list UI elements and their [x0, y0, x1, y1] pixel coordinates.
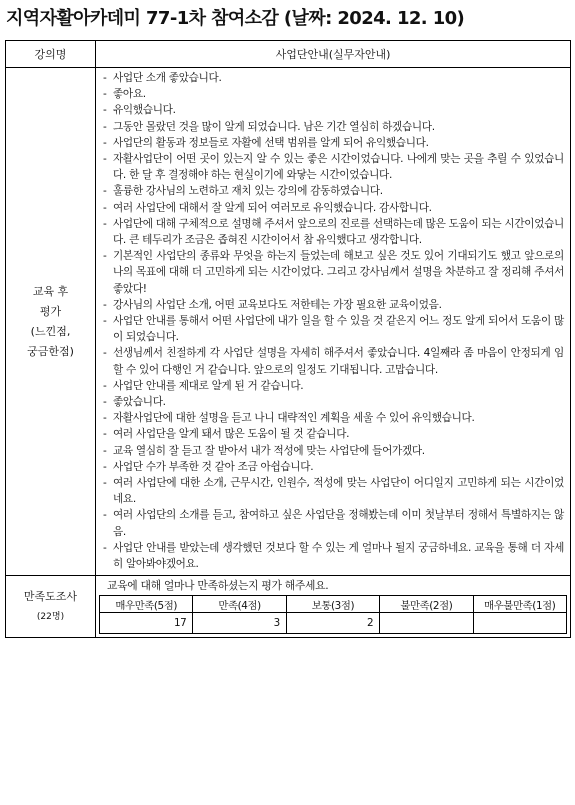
comment-item: - 강사님의 사업단 소개, 어떤 교육보다도 저한테는 가장 필요한 교육이었음.: [102, 297, 564, 313]
survey-value-very-satisfied: 17: [100, 613, 193, 634]
respondent-count: (22명): [36, 611, 65, 622]
comment-item: - 사업단에 대해 구체적으로 설명해 주셔서 앞으로의 진로를 선택하는데 많은 도움이 되는 시간이었습니다. 큰 테두리가 조금은 좁혀진 시간이어서 참 유익했다고 생각합니다.: [102, 216, 564, 248]
survey-header-neutral: 보통(3점): [286, 596, 379, 613]
comment-item: - 그동안 몰랐던 것을 많이 알게 되었습니다. 남은 기간 열심히 하겠습니다.: [102, 119, 564, 135]
comment-item: - 사업단의 활동과 정보들로 자활에 선택 범위를 알게 되어 유익했습니다.: [102, 135, 564, 151]
satisfaction-row: [6, 576, 571, 638]
satisfaction-title: 만족도조사: [23, 589, 78, 603]
comment-item: - 좋았습니다.: [102, 394, 564, 410]
comment-item: - 여러 사업단에 대해서 잘 알게 되어 여러모로 유익했습니다. 감사합니다.: [102, 200, 564, 216]
comment-item: - 사업단 수가 부족한 것 같아 조금 아쉽습니다.: [102, 459, 564, 475]
evaluation-label: [6, 68, 96, 576]
evaluation-row: [6, 68, 571, 576]
comment-item: - 자활사업단이 어떤 곳이 있는지 알 수 있는 좋은 시간이었습니다. 나에게 맞는 곳을 추릴 수 있었습니다. 한 달 후 결정해야 하는 현실이기에 와닿는 시간이었습니다.: [102, 151, 564, 183]
satisfaction-label: [6, 576, 96, 638]
comments-cell: [96, 68, 571, 576]
survey-header-very-dissatisfied: 매우불만족(1점): [473, 596, 566, 613]
comment-item: - 사업단 안내를 통해서 어떤 사업단에 내가 일을 할 수 있을 것 같은지 어느 정도 알게 되어서 도움이 많이 되었습니다.: [102, 313, 564, 345]
survey-value-satisfied: 3: [193, 613, 286, 634]
comment-item: - 사업단 안내를 제대로 알게 된 거 같습니다.: [102, 378, 564, 394]
survey-value-row: [100, 613, 567, 634]
survey-header-dissatisfied: 불만족(2점): [380, 596, 473, 613]
comment-item: - 좋아요.: [102, 86, 564, 102]
comment-item: - 선생님께서 친절하게 각 사업단 설명을 자세히 해주셔서 좋았습니다. 4일째라 좀 마음이 안정되게 임할 수 있어 다행인 거 같습니다. 앞으로의 일정도 기대됩니다. 고맙습니다.: [102, 345, 564, 377]
survey-table: [99, 595, 567, 634]
label-line: (느낀점,: [30, 324, 71, 338]
comment-item: - 여러 사업단의 소개를 듣고, 참여하고 싶은 사업단을 정해봤는데 이미 첫날부터 정해서 특별하지는 않음.: [102, 507, 564, 539]
survey-value-neutral: 2: [286, 613, 379, 634]
comment-item: - 사업단 소개 좋았습니다.: [102, 70, 564, 86]
comment-item: - 교육 열심히 잘 듣고 잘 받아서 내가 적성에 맞는 사업단에 들어가겠다.: [102, 443, 564, 459]
label-line: 평가: [39, 304, 62, 318]
comment-item: - 자활사업단에 대한 설명을 듣고 나니 대략적인 계획을 세울 수 있어 유익했습니다.: [102, 410, 564, 426]
label-line: 궁금한점): [27, 344, 74, 358]
survey-question: 교육에 대해 얼마나 만족하셨는지 평가 해주세요.: [107, 579, 329, 593]
survey-header-satisfied: 만족(4점): [193, 596, 286, 613]
comment-item: - 여러 사업단에 대한 소개, 근무시간, 인원수, 적성에 맞는 사업단이 어디일지 고민하게 되는 시간이었네요.: [102, 475, 564, 507]
table-header-row: [6, 41, 571, 68]
header-lecture-name: 강의명: [6, 41, 96, 68]
comment-item: - 기본적인 사업단의 종류와 무엇을 하는지 들었는데 해보고 싶은 것도 있어 기대되기도 했고 앞으로의 나의 목표에 대해 더 고민하게 되는 시간이었다. 그리고 강사님께서 설명을 차분하고 잘 정리해 주셔서 좋았다!: [102, 248, 564, 297]
evaluation-table: [5, 40, 571, 638]
survey-value-dissatisfied: [380, 613, 473, 634]
satisfaction-cell: [96, 576, 571, 638]
page-title: 지역자활아카데미 77-1차 참여소감 (날짜: 2024. 12. 10): [6, 8, 465, 29]
comment-item: - 사업단 안내를 받았는데 생각했던 것보다 할 수 있는 게 얼마나 될지 궁금하네요. 교육을 통해 더 자세히 알아봐야겠어요.: [102, 540, 564, 572]
header-lecture-title: 사업단안내(실무자안내): [96, 41, 571, 68]
label-line: 교육 후: [32, 284, 69, 298]
survey-header-row: [100, 596, 567, 613]
comment-item: - 훌륭한 강사님의 노련하고 재치 있는 강의에 감동하였습니다.: [102, 183, 564, 199]
comment-list: [96, 68, 570, 575]
survey-header-very-satisfied: 매우만족(5점): [100, 596, 193, 613]
comment-item: - 여러 사업단을 알게 돼서 많은 도움이 될 것 같습니다.: [102, 426, 564, 442]
comment-item: - 유익했습니다.: [102, 102, 564, 118]
survey-value-very-dissatisfied: [473, 613, 566, 634]
